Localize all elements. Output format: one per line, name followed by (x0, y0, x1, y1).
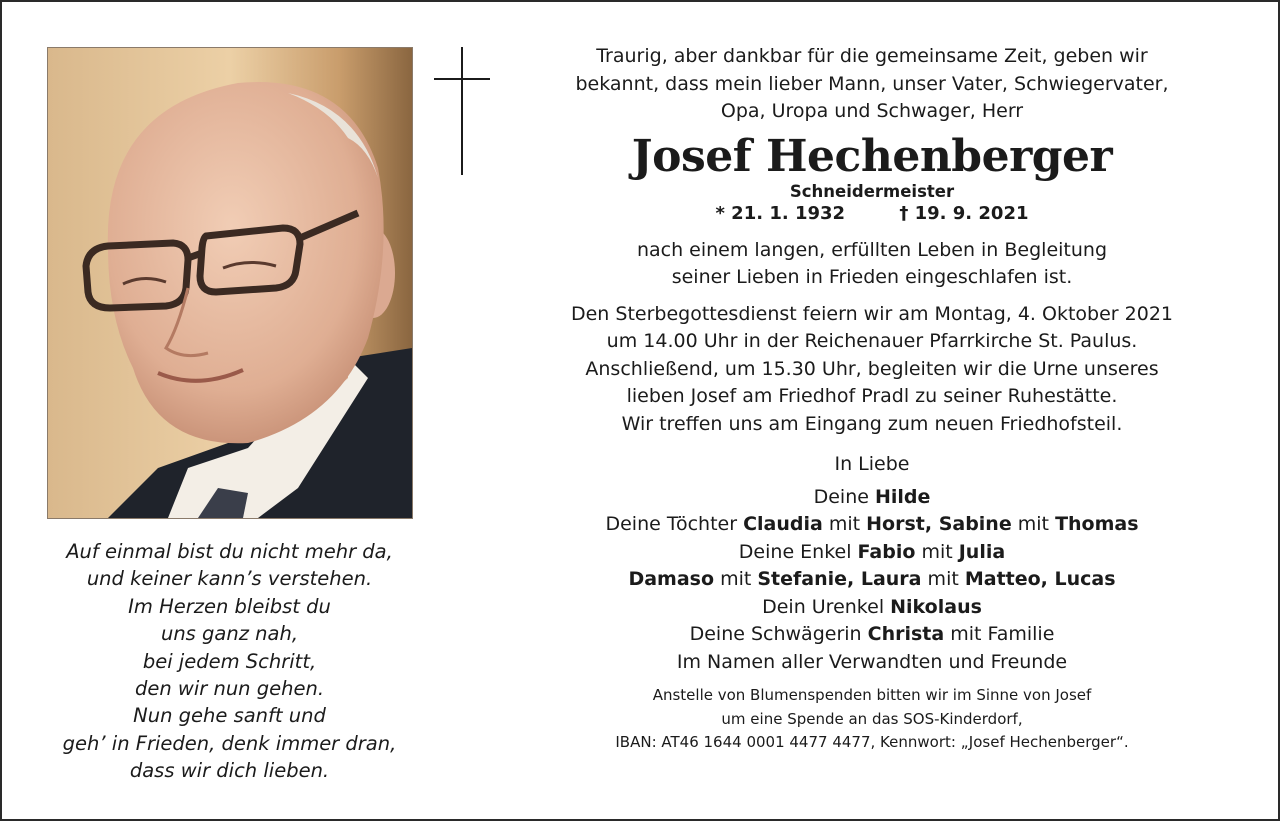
announcement-text (512, 43, 1232, 755)
donation-line: IBAN: AT46 1644 0001 4477 4477, Kennwort: „Josef Hechenberger“. (615, 733, 1129, 751)
closing-phrase: In Liebe (834, 453, 910, 475)
service-line: Den Sterbegottesdienst feiern wir am Montag, 4. Oktober 2021 (570, 302, 1173, 325)
poem-line: bei jedem Schritt, (142, 649, 317, 673)
death-date: † 19. 9. 2021 (899, 202, 1029, 224)
poem-line: uns ganz nah, (160, 622, 299, 646)
portrait-illustration (48, 48, 412, 518)
poem-line: den wir nun gehen. (134, 677, 325, 701)
donation-line: Anstelle von Blumenspenden bitten wir im Sinne von Josef (652, 686, 1092, 704)
family-great-grandchild: Dein Urenkel Nikolaus (762, 595, 982, 618)
family-list (512, 484, 1232, 677)
life-dates (512, 202, 1232, 226)
deceased-name: Josef Hechenberger (631, 130, 1113, 182)
intro-line: bekannt, dass mein lieber Mann, unser Vater, Schwiegervater, (575, 72, 1169, 95)
intro-paragraph (512, 43, 1232, 126)
portrait-photo (47, 47, 413, 519)
service-paragraph (512, 301, 1232, 439)
family-grandchildren-more: Damaso mit Stefanie, Laura mit Matteo, Lucas (628, 568, 1116, 590)
poem-line: Nun gehe sanft und (133, 704, 326, 728)
family-wife: Deine Hilde (813, 485, 931, 508)
intro-line: Opa, Uropa und Schwager, Herr (720, 100, 1024, 122)
poem-line: dass wir dich lieben. (129, 759, 330, 783)
family-grandchildren: Deine Enkel Fabio mit Julia (738, 540, 1006, 563)
service-line: Wir treffen uns am Eingang zum neuen Friedhofsteil. (621, 412, 1123, 435)
passing-line: nach einem langen, erfüllten Leben in Begleitung (636, 238, 1108, 261)
birth-date: * 21. 1. 1932 (715, 202, 846, 224)
donation-line: um eine Spende an das SOS-Kinderdorf, (721, 709, 1023, 728)
deceased-occupation: Schneidermeister (789, 181, 955, 201)
passing-line: seiner Lieben in Frieden eingeschlafen ist. (671, 266, 1073, 288)
intro-line: Traurig, aber dankbar für die gemeinsame Zeit, geben wir (596, 45, 1148, 67)
memorial-poem (37, 538, 422, 785)
poem-line: geh’ in Frieden, denk immer dran, (62, 731, 397, 755)
service-line: um 14.00 Uhr in der Reichenauer Pfarrkirche St. Paulus. (606, 330, 1138, 352)
passing-paragraph (512, 237, 1232, 292)
family-relatives: Im Namen aller Verwandten und Freunde (676, 650, 1068, 673)
service-line: lieben Josef am Friedhof Pradl zu seiner Ruhestätte. (626, 385, 1118, 407)
poem-line: und keiner kann’s verstehen. (86, 567, 373, 591)
poem-line: Im Herzen bleibst du (128, 594, 331, 618)
donation-note (512, 684, 1232, 755)
cross-icon (434, 47, 490, 175)
service-line: Anschließend, um 15.30 Uhr, begleiten wir die Urne unseres (585, 357, 1159, 380)
family-daughters: Deine Töchter Claudia mit Horst, Sabine mit Thomas (605, 513, 1139, 535)
family-sister-in-law: Deine Schwägerin Christa mit Familie (689, 623, 1055, 645)
poem-line: Auf einmal bist du nicht mehr da, (66, 540, 393, 563)
